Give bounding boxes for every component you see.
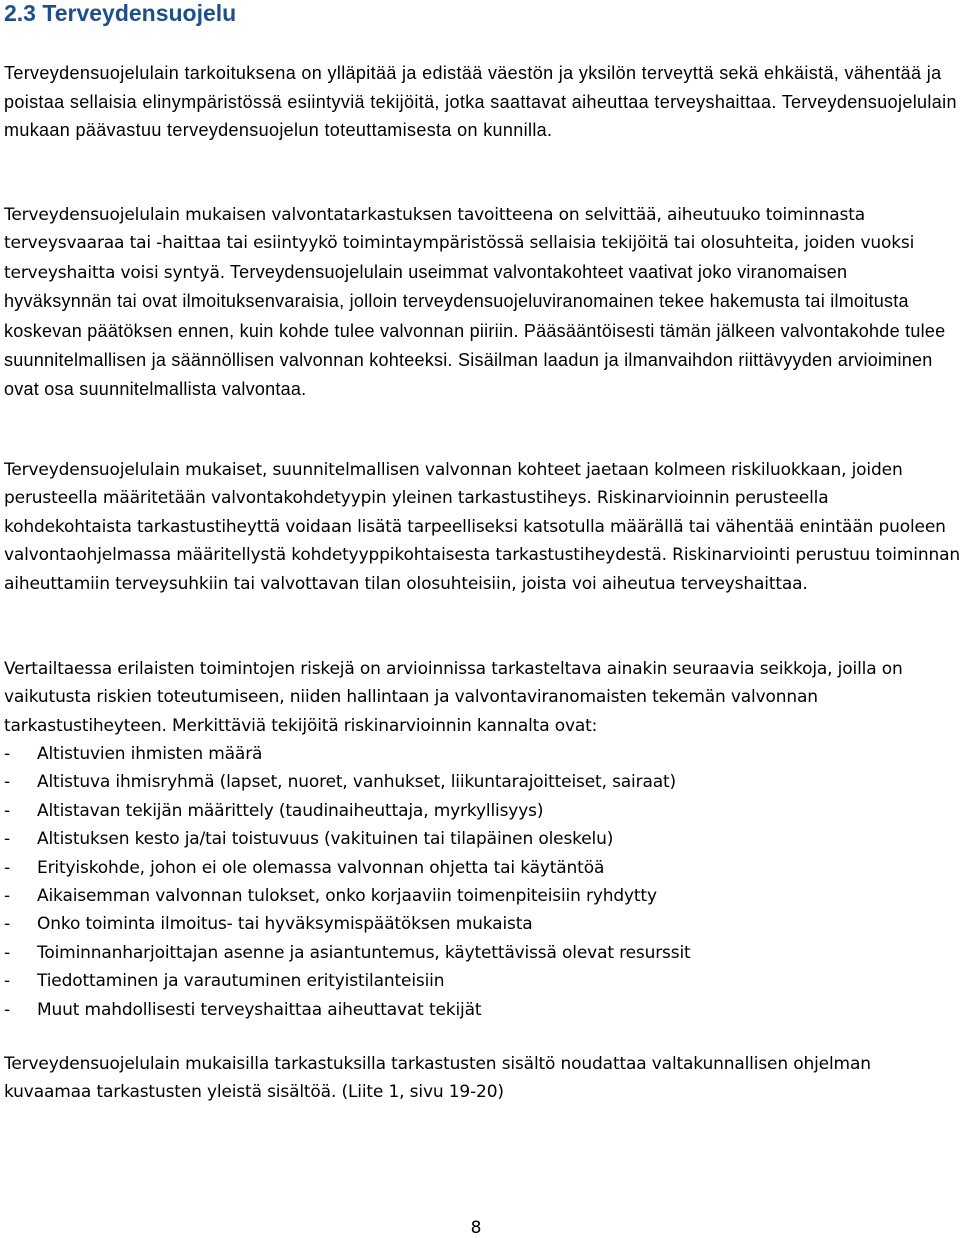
list-item — [4, 967, 960, 995]
list-item-text: Erityiskohde, johon ei ole olemassa valvonnan ohjetta tai käytäntöä — [37, 857, 605, 878]
list-item-text: Aikaisemman valvonnan tulokset, onko korjaaviin toimenpiteisiin ryhdytty — [37, 886, 657, 907]
list-marker: - — [4, 800, 10, 821]
list-marker: - — [4, 914, 10, 935]
list-item-text: Altistuva ihmisryhmä (lapset, nuoret, vanhukset, liikuntarajoitteiset, sairaat) — [37, 772, 676, 793]
list-item — [4, 910, 960, 938]
list-item — [4, 854, 960, 882]
list-marker: - — [4, 886, 10, 907]
list-marker: - — [4, 744, 10, 764]
list-item — [4, 740, 960, 768]
intro-paragraph: Terveydensuojelulain tarkoituksena on ylläpitää ja edistää väestön ja yksilön terveyttä sekä ehkäistä, vähentää ja poistaa sellaisia elinympäristössä esiintyviä tekijöitä, jotka saattavat aiheuttaa terveyshaittaa. Terveydensuojelulain mukaan päävastuu terveydensuojelun toteuttamisesta on kunnilla. — [4, 63, 957, 141]
content-paragraph: Terveydensuojelulain mukaisilla tarkastuksilla tarkastusten sisältö noudattaa valtakunnallisen ohjelman kuvaamaa tarkastusten yleistä sisältöä. (Liite 1, sivu 19-20) — [4, 1054, 871, 1103]
list-item-text: Tiedottaminen ja varautuminen erityistilanteisiin — [37, 971, 445, 992]
inspection-objects-text: Terveydensuojelulain useimmat valvontakohteet vaativat joko viranomaisen hyväksynnän tai ovat ilmoituksenvaraisia, jolloin terveydensuojeluviranomainen tekee hakemusta tai ilmoitusta koskevan päätöksen ennen, kuin kohde tulee valvonnan piiriin. Pääsääntöisesti tämän jälkeen valvontakohde tulee suunnitelmallisen ja säännöllisen valvonnan kohteeksi. Sisäilman laadun ja ilmanvaihdon riittävyyden arvioiminen ovat osa suunnitelmallista valvontaa. — [4, 261, 946, 400]
list-marker: - — [4, 971, 10, 992]
list-item — [4, 882, 960, 910]
list-item-text: Muut mahdollisesti terveyshaittaa aiheuttavat tekijät — [37, 999, 482, 1020]
risk-comparison-paragraph: Vertailtaessa erilaisten toimintojen riskejä on arvioinnissa tarkasteltava ainakin seuraavia seikkoja, joilla on vaikutusta riskien toteutumiseen, niiden hallintaan ja valvontaviranomaisten tekemän valvonnan tarkastustiheyteen. Merkittäviä tekijöitä riskinarvioinnin kannalta ovat: — [4, 659, 903, 736]
list-marker: - — [4, 942, 10, 963]
list-item-text: Altistavan tekijän määrittely (taudinaiheuttaja, myrkyllisyys) — [37, 800, 544, 821]
list-marker: - — [4, 857, 10, 878]
list-marker: - — [4, 829, 10, 850]
inspection-goal-text: Terveydensuojelulain mukaisen valvontatarkastuksen tavoitteena on selvittää, aiheutuuko toiminnasta terveysvaaraa tai -haittaa tai esiintyykö toimintaympäristössä sellaisia tekijöitä tai olosuhteita, joiden vuoksi terveyshaitta voisi syntyä. — [4, 205, 915, 283]
page-number: 8 — [470, 1218, 482, 1238]
list-marker: - — [4, 772, 10, 793]
risk-classes-paragraph: Terveydensuojelulain mukaiset, suunnitelmallisen valvonnan kohteet jaetaan kolmeen riskiluokkaan, joiden perusteella määritetään valvontakohdetyypin yleinen tarkastustiheys. Riskinarvioinnin perusteella kohdekohtaista tarkastustiheyttä voidaan lisätä tarpeelliseksi katsotulla määrällä tai vähentää enintään puoleen valvontaohjelmassa määritellystä kohdetyyppikohtaisesta tarkastustiheydestä. Riskinarviointi perustuu toiminnan aiheuttamiin terveysuhkiin tai valvottavan tilan olosuhteisiin, joista voi aiheutua terveyshaittaa. — [4, 460, 960, 594]
inspection-goal-paragraph — [4, 201, 960, 405]
list-marker: - — [4, 999, 10, 1020]
list-item-text: Onko toiminta ilmoitus- tai hyväksymispäätöksen mukaista — [37, 914, 533, 935]
list-item — [4, 797, 960, 825]
list-item — [4, 768, 960, 796]
risk-factor-list — [4, 740, 960, 1024]
list-item-text: Altistuksen kesto ja/tai toistuvuus (vakituinen tai tilapäinen oleskelu) — [37, 829, 614, 850]
list-item-text: Toiminnanharjoittajan asenne ja asiantuntemus, käytettävissä olevat resurssit — [37, 942, 691, 963]
list-item — [4, 939, 960, 967]
list-item — [4, 996, 960, 1024]
list-item-text: Altistuvien ihmisten määrä — [37, 744, 263, 764]
section-heading: 2.3 Terveydensuojelu — [4, 0, 237, 26]
list-item — [4, 825, 960, 853]
